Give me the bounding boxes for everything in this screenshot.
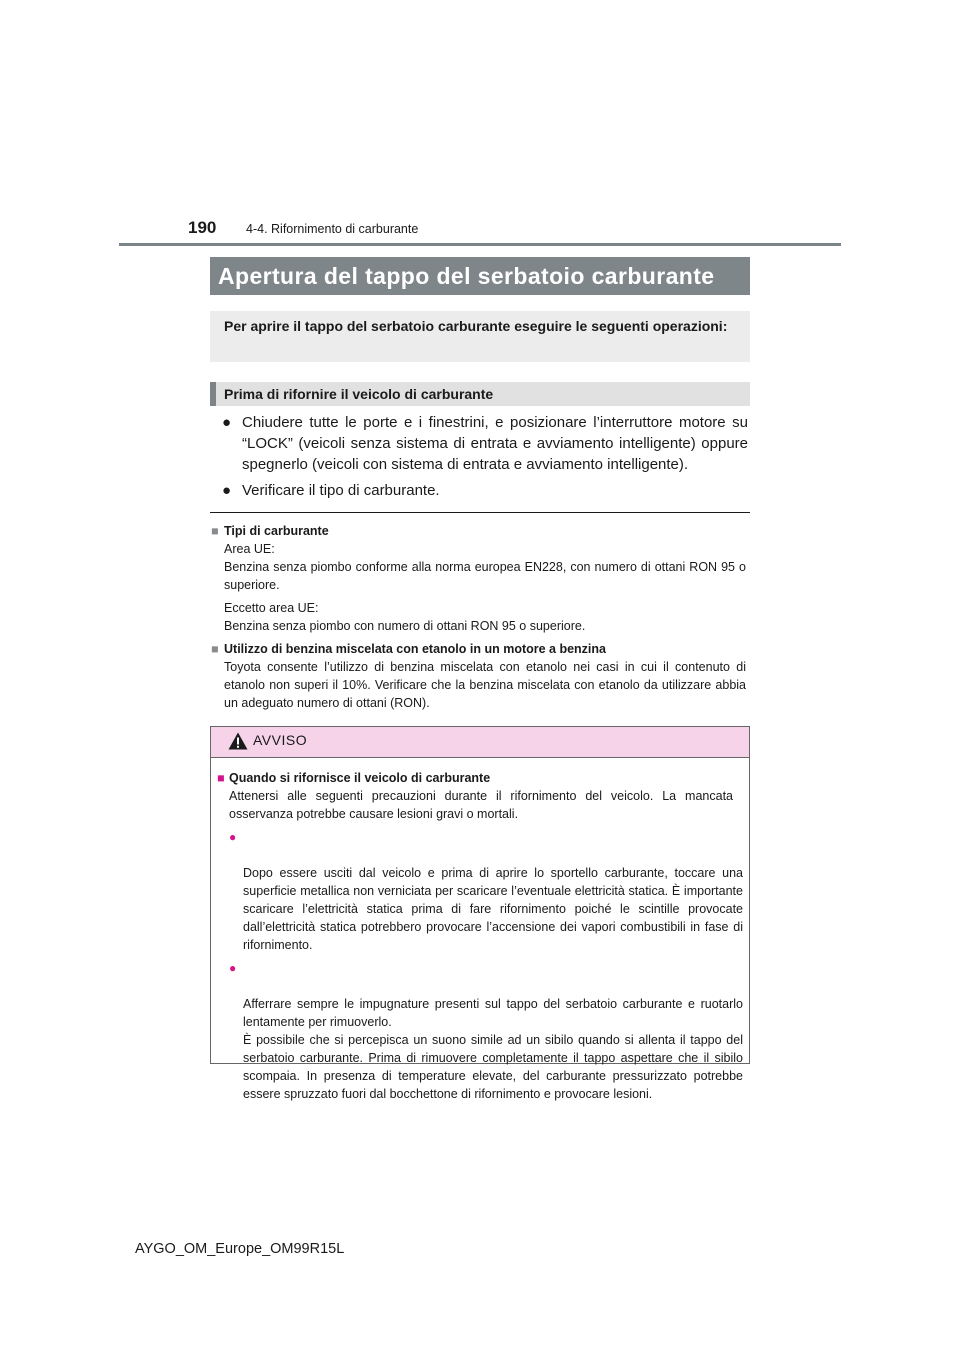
- note-paragraph: Toyota consente l’utilizzo di benzina miscelata con etanolo nei casi in cui il contenuto di etanolo non superi il 10%. Verificare che la benzina miscelata con etanolo da utilizzare abbia un adeguato numero di ottani (RON).: [224, 660, 746, 710]
- bullet-dot-icon: ●: [222, 414, 232, 431]
- note-paragraph: Eccetto area UE: Benzina senza piombo con numero di ottani RON 95 o superiore.: [224, 601, 586, 633]
- bullet-dot-icon: ●: [229, 961, 237, 975]
- intro-box: [210, 311, 750, 362]
- list-item-text: Verificare il tipo di carburante.: [242, 482, 440, 499]
- document-footer: AYGO_OM_Europe_OM99R15L: [135, 1241, 345, 1257]
- list-item-text: Chiudere tutte le porte e i finestrini, e posizionare l’interruttore motore su “LOCK” (veicoli senza sistema di entrata e avviamento intelligente) oppure spegnerlo (veicoli con sistema di entrata e avviamento intelligente).: [242, 414, 748, 473]
- list-item: [222, 480, 748, 501]
- section-breadcrumb: 4-4. Rifornimento di carburante: [246, 222, 419, 236]
- warning-triangle-icon: [228, 732, 248, 750]
- bullet-dot-icon: ●: [229, 830, 237, 844]
- warning-item-text: Afferrare sempre le impugnature presenti sul tappo del serbatoio carburante e ruotarlo lentamente per rimuoverlo. È possibile che si percepisca un suono simile ad un sibilo quando si allenta il tappo del serbatoio carburante. Prima di rimuovere completamente il tappo aspettare che il sibilo scompaia. In presenza di temperature elevate, del carburante pressurizzato potrebbe essere spruzzato fuori dal bocchettone di rifornimento e provocare lesioni.: [243, 997, 743, 1101]
- page-title: Apertura del tappo del serbatoio carburante: [210, 257, 750, 295]
- list-item: [222, 412, 748, 475]
- warning-header: [211, 727, 749, 758]
- warning-intro: Attenersi alle seguenti precauzioni durante il rifornimento del veicolo. La mancata osservanza potrebbe causare lesioni gravi o mortali.: [229, 789, 733, 821]
- page-number: 190: [188, 218, 217, 237]
- step-list: [222, 412, 748, 506]
- warning-item: [217, 828, 743, 954]
- bullet-dot-icon: ●: [222, 482, 232, 499]
- warning-title: ■ Quando si rifornisce il veicolo di carburante: [217, 771, 491, 785]
- intro-text: Per aprire il tappo del serbatoio carburante eseguire le seguenti operazioni:: [224, 318, 728, 334]
- warning-item: [217, 959, 743, 1103]
- note-title: ■ Tipi di carburante: [211, 524, 329, 538]
- warning-body: [211, 758, 749, 1103]
- warning-item-text: Dopo essere usciti dal veicolo e prima di aprire lo sportello carburante, toccare una superficie metallica non verniciata per scaricare l’eventuale elettricità statica. È importante scaricare l’elettricità statica prima di fare rifornimento poiché le scintille provocate dall’elettricità statica potrebbero provocare l’accensione dei vapori combustibili in fase di rifornimento.: [243, 866, 743, 952]
- square-bullet-icon: ■: [211, 642, 219, 656]
- square-bullet-icon: ■: [211, 524, 219, 538]
- subheading: Prima di rifornire il veicolo di carburante: [210, 382, 750, 406]
- square-bullet-icon: ■: [217, 771, 225, 785]
- note-title: ■ Utilizzo di benzina miscelata con etanolo in un motore a benzina: [211, 642, 606, 656]
- warning-label: AVVISO: [253, 732, 308, 748]
- header-divider: [119, 243, 841, 246]
- section-divider: [210, 512, 750, 513]
- warning-box: [210, 726, 750, 1101]
- notes-section: [210, 522, 746, 717]
- note-paragraph: Area UE: Benzina senza piombo conforme alla norma europea EN228, con numero di ottani RON 95 o superiore.: [224, 542, 746, 592]
